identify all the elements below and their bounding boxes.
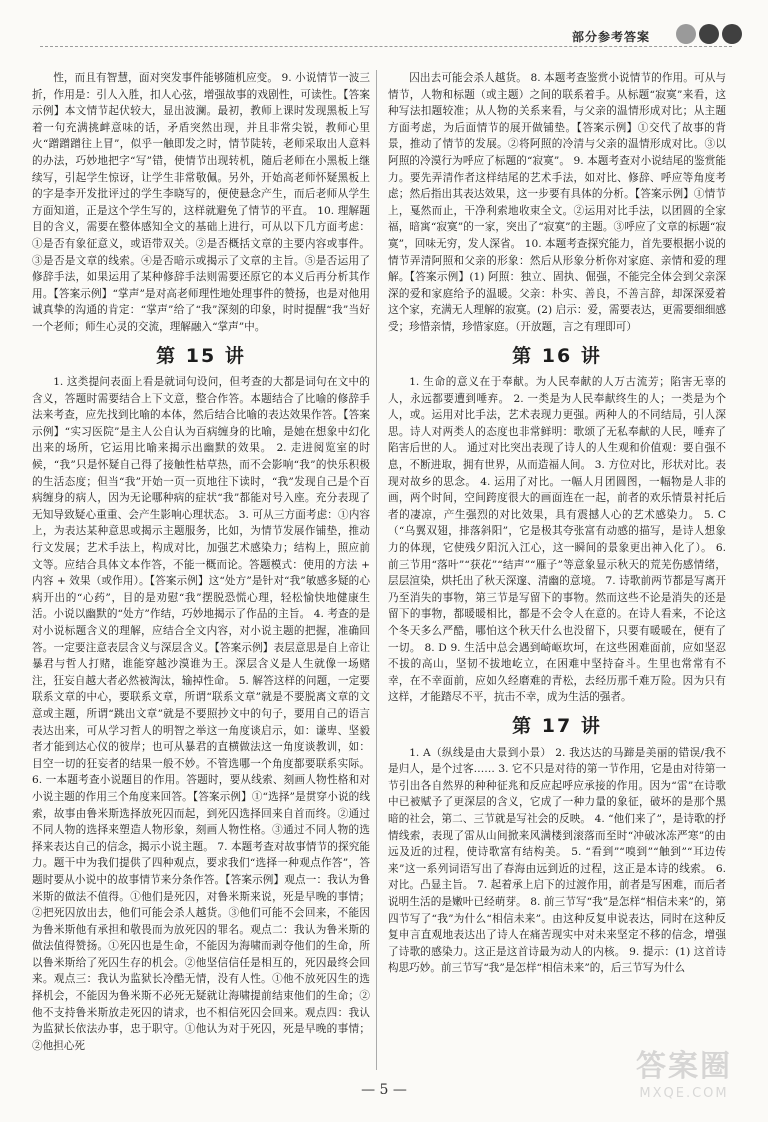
watermark bbox=[614, 1048, 754, 1114]
section-heading: 第 16 讲 bbox=[512, 344, 602, 367]
column-divider bbox=[376, 70, 377, 1070]
header-title: 部分参考答案 bbox=[571, 30, 650, 44]
answer-paragraph: 1. 这类提问表面上看是就词句设问，但考查的大都是词句在文中的含义，答题时需要结合上下文意，整合作答。本题结合了比喻的修辞手法来考查，应先找到比喻的本体，然后结合比喻的表达效果作答。【答案示例】“实习医院”是主人公自认为百病缠身的比喻，是她在想象中幻化出来的场所，它运用比喻来揭示出幽默的效果。 2. 走进阅览室的时候，“我”只是怀疑自己得了接触性枯草热，而不会影响“我”的快乐积极的生活态度；但当“我”开始一页一页地往下读时，“我”发现自己是个百病缠身的病人，因为无论哪种病的症状“我”都能对号入座。充分表现了无知导致疑心重重、会产生影响心理状态。 3. 可从三方面考虑：①内容上，为表达某种意思或揭示主题服务，比如，为情节发展作铺垫，推动行文发展；艺术手法上，构成对比，加强艺术感染力；结构上，照应前文等。应结合具体文本作答，不能一概而论。答题模式：使用的方法 + 内容 + 效果（或作用）。【答案示例】这“处方”是针对“我”敏感多疑的心病开出的“心药”，目的是劝慰“我”摆脱恐慌心理，轻松愉快地健康生活。小说以幽默的“处方”作结，巧妙地揭示了作品的主旨。 4. 考查的是对小说标题含义的理解，应结合全文内容，对小说主题的把握，准确回答。一定要注意表层含义与深层含义。【答案示例】表层意思是自上帝让暴君与哲人打赌，谁能穿越沙漠谁为王。深层含义是人生就像一场赌注，狂妄自越大者必然被淘汰，输掉性命。 5. 解答这样的问题，一定要联系文章的中心，要联系文章，所谓“联系文章”就是不要脱离文章的文意或主题，所谓“跳出文章”就是不要照抄文中的句子，要用自己的语言表达出来，可从学习哲人的明智之举这一角度谈启示，如：谦卑、坚毅者才能到达心仪的彼岸；也可从暴君的直横做法这一角度谈教训，如：目空一切的狂妄者的结果一般不妙。不管选哪一个角度都要联系实际。 6. 一本题考查小说题目的作用。答题时，要从线索、刻画人物性格和对小说主题的作用三个角度来回答。【答案示例】①“选择”是贯穿小说的线索，故事由鲁米斯选择放死囚而起，到死囚选择回来自首而终。②通过不同人物的选择来塑造人物形象，刻画人物性格。③通过不同人物的选择来表达自己的信念，揭示小说主题。 7. 本题考查对故事情节的探究能力。题干中为我们提供了四种观点，要求我们“选择一种观点作答”，答题时要从小说中的故事情节来分条作答。【答案示例】观点一：我认为鲁米斯的做法不值得。①他们是死囚，对鲁米斯来说，死是早晚的事情；②把死囚放出去，他们可能会杀人越货。③他们可能不会回来，不能因为鲁米斯他有承担和敬畏而为放死囚的罪名。观点二：我认为鲁米斯的做法值得赞扬。①死囚也是生命，不能因为海啸而剥夺他们的生命，所以鲁米斯给了死囚生存的机会。②他坚信信任是相互的，死囚最终会回来。观点三：我认为监狱长冷酷无情，没有人性。①他不放死囚生的选择机会，不能因为鲁米斯不必死无疑就让海啸提前结束他们的生命；②他不支持鲁米斯放走死囚的请求，也不相信死囚会回来。观点四：我认为监狱长依法办事，忠于职守。①他认为对于死囚，死是早晚的事情；②他担心死 bbox=[32, 376, 370, 1052]
right-column bbox=[388, 70, 726, 977]
answer-paragraph: 性，而且有智慧，面对突发事件能够随机应变。 9. 小说情节一波三折，作用是：引人入胜，扣人心弦，增强故事的戏剧性，可读性。【答案示例】本文情节起伏较大，显出波澜。最初，教师上课时发现黑板上写着一句充满挑衅意味的话，矛盾突然出现，并且非常尖锐，教师心里火“蹭蹭蹭往上冒”，似乎一触即发之时，情节陡转，老师采取出人意料的办法，巧妙地把字“写”错，使情节出现转机，随后老师在小黑板上继续写，引起学生惊讶，让学生非常敬佩。另外，开始高老师怀疑黑板上的字是李开发批评过的学生李晓写的，便使悬念产生，而后老师从学生方面知道，正是这个学生写的，这样就避免了情节的平直。 10. 理解题目的含义，需要在整体感知全文的基础上进行，可从以下几方面考虑：①是否有象征意义，或语带双关。②是否概括文章的主要内容或事件。③是否是文章的线索。④是否暗示或揭示了文章的主旨。⑤是否运用了修辞手法，如果运用了某种修辞手法则需要还原它的本义后再分析其作用。【答案示例】“掌声”是对高老师理性地处理事件的赞扬，也是对他用诚真挚的沟通的肯定：“掌声”给了“我”深刻的印象，时时提醒“我”当好一个老师；师生心灵的交流，理解融入“掌声”中。 bbox=[32, 72, 370, 333]
left-column bbox=[32, 70, 370, 1054]
section-heading: 第 17 讲 bbox=[512, 714, 602, 737]
page-number: — 5 — bbox=[361, 1082, 407, 1098]
answer-paragraph: 1. A（纵线是由大景到小景） 2. 我达达的马蹄是美丽的错误/我不是归人，是个过客…… 3. 它不只是对待的第一节作用，它是由对待第一节引出各自然界的种种征兆和反应起呼应承接的作用。因为“雷”在诗歌中已被赋予了更深层的含义，它成了一种力量的象征，破坏的是那个黑暗的社会，第二、三节就是写社会的反映。 4. “他们来了”，是诗歌的抒情线索，表现了雷从山间掀来风满楼到滚落而至时“冲破冰冻严寒”的由远及近的过程，使诗歌富有结构美。 5. “看到”“嗅到”“触到”“耳边传来”这一系列词语写出了春海由远到近的过程，这正是本诗的线索。 6. 对比。凸显主旨。 7. 起着承上启下的过渡作用，前者是写困难，而后者说明生活的是嫩叶已经萌芽。 8. 前三节写“我”是怎样“相信未来”的，第四节写了“我”为什么“相信未来”。由这种反复申说表达，同时在这种反复申言直观地表达出了诗人在痛苦现实中对未来坚定不移的信念，增强了诗歌的感染力。这正是这首诗最为动人的内核。 9. 提示：(1) 这首诗构思巧妙。前三节写“我”是怎样“相信未来”的，后三节写为什么 bbox=[388, 746, 726, 975]
watermark-logo: 答案圈 bbox=[636, 1049, 732, 1084]
answer-paragraph: 囚出去可能会杀人越货。 8. 本题考查鉴赏小说情节的作用。可从与情节，人物和标题（或主题）之间的联系着手。从标题“寂寞”来看，这种写法扣题较准；从人物的关系来看，与父亲的温情形成对比；从主题方面考虑，为后面情节的展开做铺垫。【答案示例】①交代了故事的背景，推动了情节的发展。②将阿照的冷清与父亲的温情形成对比。③以阿照的冷漠行为呼应了标题的“寂寞”。 9. 本题考查对小说结尾的鉴赏能力。要先弄清作者这样结尾的艺术手法，如对比、修辞、呼应等角度考虑；然后指出其表达效果，这一步要有具体的分析。【答案示例】①情节上，戛然而止，干净利索地收束全文。②运用对比手法，以团圆的全家福，暗寓“寂寞”的一家，突出了“寂寞”的主题。③呼应了文章的标题“寂寞”，回味无穷，发人深省。 10. 本题考查探究能力，首先要根据小说的情节弄清阿照和父亲的形象：然后从形象分析你对家庭、亲情和爱的理解。【答案示例】(1) 阿照：独立、固执、倔强，不能完全体会到父亲深深的爱和家庭给予的温暖。父亲：朴实、善良，不善言辞，却深深爱着这个家，充满无人理解的寂寞。(2) 启示：爱，需要表达，更需要细细感受；珍惜亲情，珍惜家庭。（开放题，言之有理即可） bbox=[388, 72, 726, 333]
section-heading: 第 15 讲 bbox=[156, 344, 246, 367]
answer-paragraph: 1. 生命的意义在于奉献。为人民奉献的人万古流芳；陷害无辜的人，永远都要遭到唾弃。 2. 一类是为人民奉献终生的人；一类是为个人，或。运用对比手法，艺术表现力更强。两种人的不同结局，引人深思。诗人对两类人的态度也非常鲜明：歌颂了无私奉献的人民，唾弃了陷害后世的人。 通过对比突出表现了诗人的人生观和价值观：要自强不息，不断进取，拥有世界，从而造福人间。 3. 方位对比，形状对比。表现对故乡的思念。 4. 运用了对比。一幅人月团圆图，一幅物是人非的画，两个时间，空间跨度很大的画面连在一起，前者的欢乐情景衬托后者的凄凉，产生强烈的对比效果，具有震撼人心的艺术感染力。 5. C（“乌翼双翅，排落斜阳”，它是极其夸张富有动感的描写，是诗人想象力的体现，它使残夕阳沉入江心，这一瞬间的景象更出神入化了）。 6. 前三节用“落叶”“获花”“结声”“雁子”等意象显示秋天的荒芜伤感情绪，层层渲染，烘托出了秋天深邃、清幽的意境。 7. 诗歌前两节都是写离开乃至消失的事物，第三节是写留下的事物。然而这些不论是消失的还是留下的事物，都暖暖相比，都是不会令人在意的。在诗人看来，不论这个冬天多么严酷，哪怕这个秋天什么也没留下，只要有暖暖在，便有了一切。 8. D 9. 生活中总会遇到崎岖坎坷，在这些困难面前，应如坚忍不拔的高山，坚韧不拔地屹立，在困难中坚持奋斗。生里也常常有不幸，在不幸面前，应如久经磨难的青松，去经历那千难万险。因为只有这样，才能踏尽不平，抗击不幸，成为生活的强者。 bbox=[388, 376, 726, 704]
header-dots-decoration bbox=[676, 24, 742, 44]
header-rule bbox=[40, 46, 732, 47]
watermark-url: MXQE.COM bbox=[639, 1086, 729, 1101]
